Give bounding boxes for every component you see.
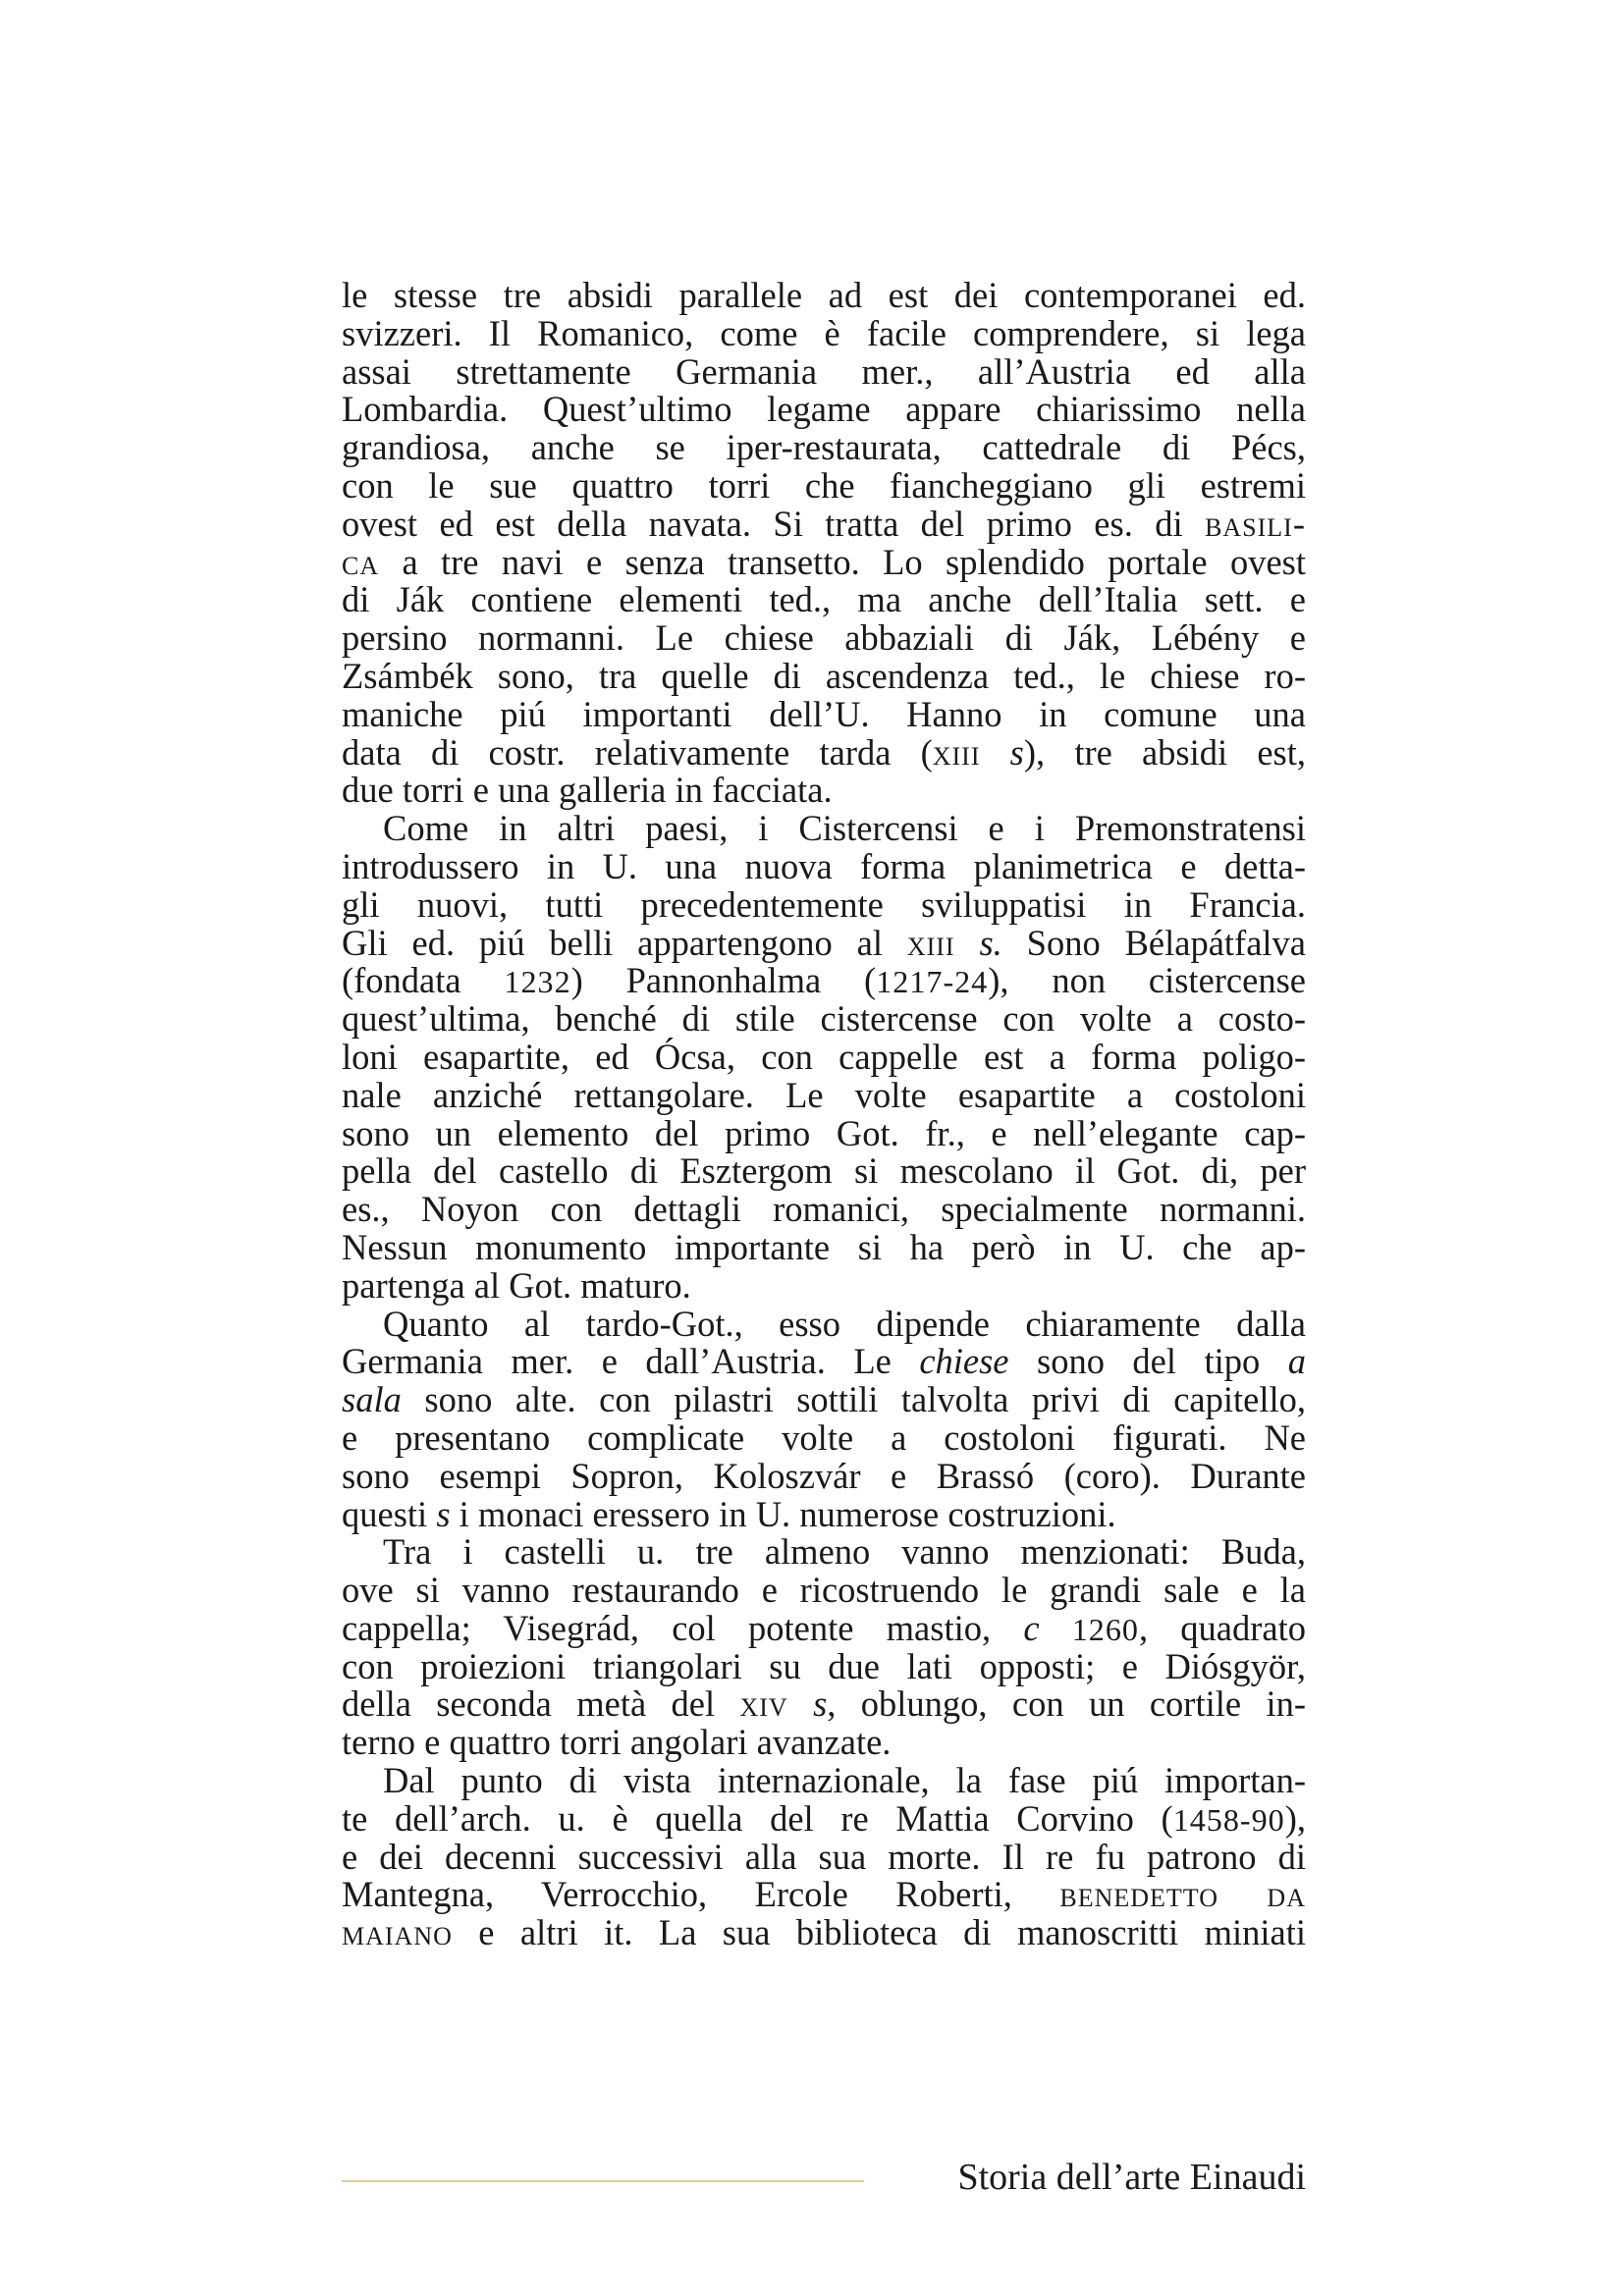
text-segment: ), [1284,1797,1306,1839]
text-segment [981,732,1010,773]
text-segment: i monaci eressero in U. numerose costruzioni. [450,1493,1116,1534]
text-segment: te dell’arch. u. è quella del re Mattia Corvino ( [342,1797,1173,1839]
text-segment: quest’ultima, benché di stile cistercense con volte a costo- [342,998,1306,1040]
text-line [342,1797,1306,1839]
text-segment: persino normanni. Le chiese abbaziali di Ják, Lébény e [342,617,1306,659]
text-line [342,1836,1306,1877]
text-segment: con le sue quattro torri che fiancheggiano gli estremi [342,464,1306,506]
text-line [342,277,1306,315]
text-segment: sono un elemento del primo Got. fr., e nell’elegante cap- [342,1112,1306,1153]
paragraph-first-line [342,810,1306,848]
text-segment: , oblungo, con un cortile in- [827,1683,1306,1725]
text-segment: grandiosa, anche se iper-restaurata, cattedrale di Pécs, [342,427,1306,468]
text-segment: ), tre absidi est, [1023,731,1306,773]
footer-rule [342,2180,864,2182]
text-segment: introdussero in U. una nuova forma planimetrica e detta- [342,845,1306,886]
text-line [342,581,1306,619]
oldstyle-number: 1260 [1071,1611,1139,1647]
text-segment: della seconda metà del [342,1683,740,1725]
text-line [342,1074,1306,1115]
text-line [342,391,1306,429]
text-segment: sono del tipo [1008,1341,1288,1382]
paragraph-first-line [342,1533,1306,1572]
paragraph-first-line [342,1762,1306,1800]
text-segment: questi [342,1493,437,1534]
text-line [342,1493,1306,1534]
small-caps-text: benedetto da [1059,1874,1306,1915]
italic-text: s [813,1683,828,1725]
text-segment: a tre navi e senza transetto. Lo splendido portale ovest [379,541,1306,582]
text-segment [788,1683,813,1724]
text-segment: Quanto al tardo-Got., esso dipende chiaramente dalla [383,1303,1306,1344]
small-caps-text: xiii [906,922,955,963]
text-segment: ), non cistercense [988,960,1306,1001]
text-segment: e dei decenni successivi alla sua morte. Il re fu patrono di [342,1836,1306,1877]
text-segment: con proiezioni triangolari su due lati opposti; e Diósgyör, [342,1645,1306,1686]
text-segment: svizzeri. Il Romanico, come è facile comprendere, si lega [342,312,1306,353]
text-segment [1040,1608,1072,1648]
text-line [342,541,1306,582]
text-segment: Sono Bélapátfalva [1001,922,1306,963]
small-caps-text: maiano [342,1912,453,1953]
text-line [342,503,1306,544]
text-line [342,1914,1306,1952]
text-line [342,922,1306,963]
text-line [342,693,1306,734]
text-segment: di Ják contiene elementi ted., ma anche dell’Italia sett. e [342,579,1306,620]
text-segment: le stesse tre absidi parallele ad est dei contemporanei ed. [342,275,1306,315]
text-line [342,1455,1306,1496]
text-segment: maniche piú importanti dell’U. Hanno in comune una [342,693,1306,734]
text-line [342,1724,1306,1762]
text-line [342,1381,1306,1419]
italic-text: c [1023,1607,1040,1648]
italic-text: s [1009,731,1024,773]
text-line [342,1572,1306,1610]
italic-text: a [1287,1341,1307,1382]
text-segment: due torri e una galleria in facciata. [342,770,833,811]
body-text [342,277,1306,1952]
text-line [342,1685,1306,1724]
text-segment: , quadrato [1138,1607,1307,1648]
text-segment: sono alte. con pilastri sottili talvolta privi di capitello, [401,1379,1306,1420]
text-segment: Come in altri paesi, i Cistercensi e i Premonstratensi [383,808,1306,849]
text-segment [955,923,980,963]
text-segment: partenga al Got. maturo. [342,1264,691,1306]
text-segment: cappella; Visegrád, col potente mastio, [342,1607,1024,1648]
text-segment: assai strettamente Germania mer., all’Austria ed alla [342,350,1306,392]
text-line [342,1000,1306,1039]
italic-text: s [436,1493,451,1534]
italic-text: sala [342,1379,402,1420]
oldstyle-number: 1232 [504,964,571,1000]
text-line [342,1226,1306,1267]
text-segment: gli nuovi, tutti precedentemente sviluppatisi in Francia. [342,883,1306,925]
text-line [342,1152,1306,1191]
text-segment: ) Pannonhalma ( [570,960,877,1001]
text-line [342,731,1306,773]
text-line [342,962,1306,1000]
text-segment: Germania mer. e dall’Austria. Le [342,1341,920,1382]
text-segment: nale anziché rettangolare. Le volte esapartite a costoloni [342,1074,1306,1115]
text-line [342,464,1306,506]
text-line [342,772,1306,810]
text-segment: (fondata [342,960,505,1001]
text-segment: e presentano complicate volte a costoloni figurati. Ne [342,1416,1306,1458]
text-line [342,312,1306,353]
text-segment: Mantegna, Verrocchio, Ercole Roberti, [342,1874,1060,1915]
text-segment: es., Noyon con dettagli romanici, specialmente normanni. [342,1189,1306,1230]
text-line [342,1416,1306,1458]
oldstyle-number: 1217-24 [876,964,989,1000]
text-segment: pella del castello di Esztergom si mescolano il Got. di, per [342,1150,1306,1192]
text-line [342,1876,1306,1914]
text-line [342,1645,1306,1686]
text-segment: data di costr. relativamente tarda ( [342,731,933,773]
paragraph-first-line [342,1303,1306,1344]
text-segment: ove si vanno restaurando e ricostruendo le grandi sale e la [342,1570,1306,1611]
small-caps-text: basili- [1205,503,1306,544]
text-line [342,350,1306,392]
text-line [342,1607,1307,1648]
text-segment: Zsámbék sono, tra quelle di ascendenza ted., le chiese ro- [342,655,1306,696]
text-line [342,1264,1306,1306]
text-line [342,1191,1306,1229]
text-segment: Tra i castelli u. tre almeno vanno menzionati: Buda, [383,1531,1306,1573]
text-segment: Nessun monumento importante si ha però in U. che ap- [342,1226,1306,1267]
text-line [342,845,1306,886]
italic-text: chiese [919,1341,1009,1382]
text-line [342,883,1306,925]
italic-text: s. [979,922,1002,963]
text-segment: Lombardia. Quest’ultimo legame appare chiarissimo nella [342,389,1306,430]
text-line [342,1036,1306,1077]
text-segment: ovest ed est della navata. Si tratta del primo es. di [342,503,1206,544]
text-segment: terno e quattro torri angolari avanzate. [342,1722,892,1763]
text-line [342,619,1306,658]
text-line [342,429,1306,467]
text-segment: e altri it. La sua biblioteca di manoscritti miniati [452,1912,1306,1953]
text-line [342,655,1306,696]
small-caps-text: xiv [739,1683,788,1725]
text-segment: Gli ed. piú belli appartengono al [342,922,907,963]
oldstyle-number: 1458-90 [1172,1801,1285,1838]
text-line [342,1112,1306,1153]
text-segment: loni esapartite, ed Ócsa, con cappelle est a forma poligo- [342,1036,1306,1077]
small-caps-text: ca [342,541,380,582]
small-caps-text: xiii [932,731,981,773]
text-segment: sono esempi Sopron, Koloszvár e Brassó (coro). Durante [342,1455,1306,1496]
text-segment: Dal punto di vista internazionale, la fase piú importan- [383,1760,1306,1801]
text-line [342,1343,1306,1381]
footer-title: Storia dell’arte Einaudi [957,2157,1306,2198]
